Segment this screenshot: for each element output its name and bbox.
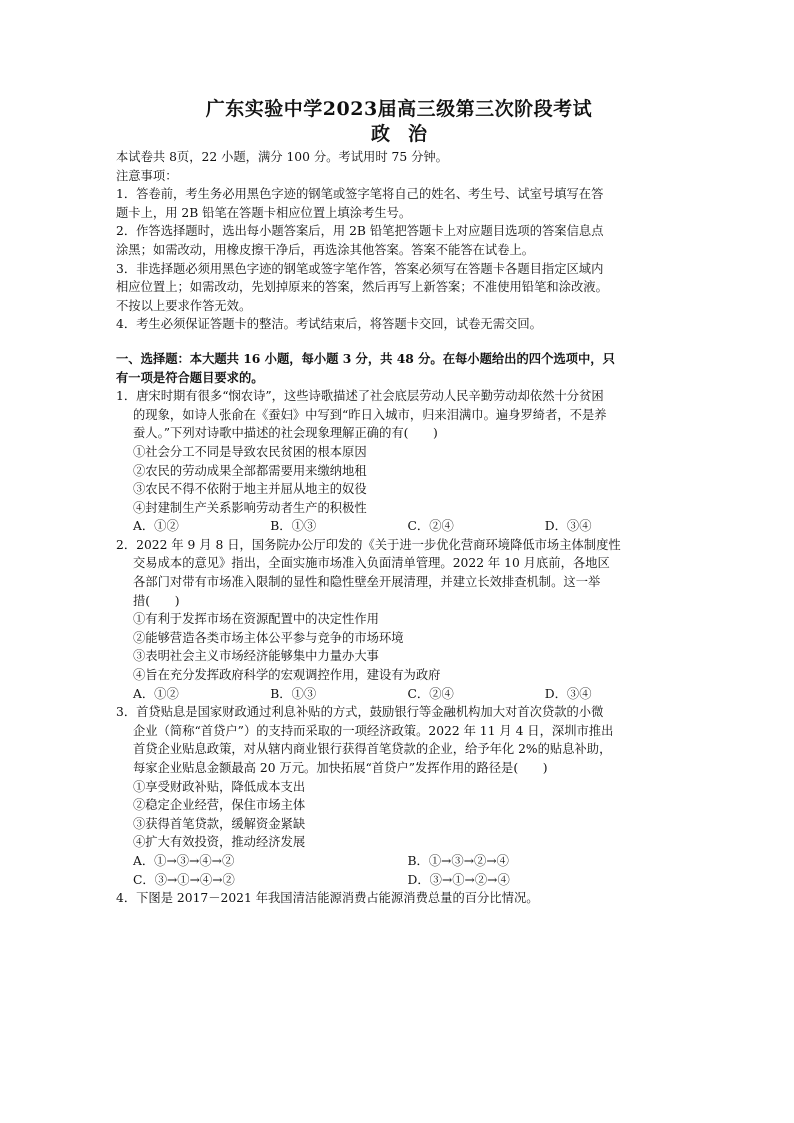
option-d: D．③④: [544, 686, 592, 701]
question-item: ①有利于发挥市场在资源配置中的决定性作用: [133, 612, 379, 627]
question-item: ②稳定企业经营，保住市场主体: [133, 798, 306, 813]
question-stem: 的现象，如诗人张俞在《蚕妇》中写到“昨日入城市，归来泪满巾。遍身罗绮者，不是养: [133, 407, 607, 422]
question-item: ②能够营造各类市场主体公平参与竞争的市场环境: [133, 630, 404, 645]
answer-options: [116, 685, 682, 704]
notice-line: 不按以上要求作答无效。: [116, 298, 252, 313]
question-stem: 2．2022 年 9 月 8 日，国务院办公厅印发的《关于进一步优化营商环境降低市场主体制度性: [116, 537, 621, 552]
notice-heading: 注意事项：: [116, 168, 178, 183]
option-a: A．①②: [133, 519, 179, 534]
notice-line: 2．作答选择题时，选出每小题答案后，用 2B 铅笔把答题卡上对应题目选项的答案信息点: [116, 224, 604, 239]
question-4: [116, 889, 682, 908]
notice-line: 1．答卷前，考生务必用黑色字迹的钢笔或签字笔将自己的姓名、考生号、试室号填写在答: [116, 187, 604, 202]
notice-line: 涂黑；如需改动，用橡皮擦干净后，再选涂其他答案。答案不能答在试卷上。: [116, 242, 535, 257]
notice-line: 题卡上，用 2B 铅笔在答题卡相应位置上填涂考生号。: [116, 205, 412, 220]
question-stem: 措( ): [133, 593, 180, 608]
answer-options: [116, 852, 682, 871]
notice-4: [116, 315, 682, 334]
question-stem: 企业（简称“首贷户”）的支持而采取的一项经济政策。2022 年 11 月 4 日，深圳市推出: [133, 723, 614, 738]
notice-3: [116, 260, 682, 316]
option-b: B．①③: [270, 519, 317, 534]
exam-title: 广东实验中学2023届高三级第三次阶段考试: [205, 98, 593, 120]
option-c: C．②④: [407, 686, 454, 701]
question-item: ④旨在充分发挥政府科学的宏观调控作用，建设有为政府: [133, 668, 441, 683]
exam-summary: 本试卷共 8页，22 小题，满分 100 分。考试用时 75 分钟。: [116, 150, 448, 164]
exam-subject: 政治: [370, 123, 445, 145]
question-item: ②农民的劳动成果全部都需要用来缴纳地租: [133, 463, 367, 478]
question-stem: 每家企业贴息金额最高 20 万元。加快拓展“首贷户”发挥作用的路径是( ): [133, 761, 548, 775]
section-heading: 一、选择题：本大题共 16 小题，每小题 3 分，共 48 分。在每小题给出的四个选项中，只: [116, 350, 615, 366]
question-item: ④封建制生产关系影响劳动者生产的积极性: [133, 500, 367, 515]
question-item: ③表明社会主义市场经济能够集中力量办大事: [133, 649, 379, 664]
question-item: ①社会分工不同是导致农民贫困的根本原因: [133, 444, 367, 459]
question-item: ③农民不得不依附于地主并屈从地主的奴役: [133, 482, 367, 497]
option-c: C．③→①→④→②: [133, 872, 235, 887]
question-item: ④扩大有效投资，推动经济发展: [133, 835, 306, 850]
notice-line: 3．非选择题必须用黑色字迹的钢笔或签字笔作答，答案必须写在答题卡各题目指定区域内: [116, 261, 604, 276]
question-stem: 3．首贷贴息是国家财政通过利息补贴的方式，鼓励银行等金融机构加大对首次贷款的小微: [116, 705, 604, 720]
question-stem: 4．下图是 2017－2021 年我国清洁能源消费占能源消费总量的百分比情况。: [116, 891, 539, 906]
question-3: [116, 703, 682, 889]
option-d: D．③→①→②→④: [407, 872, 510, 887]
option-a: A．①→③→④→②: [133, 853, 235, 868]
question-2: [116, 536, 682, 703]
answer-options: [116, 517, 682, 536]
notice-line: 4．考生必须保证答题卡的整洁。考试结束后，将答题卡交回，试卷无需交回。: [116, 317, 542, 332]
question-stem: 1．唐宋时期有很多“悯农诗”，这些诗歌描述了社会底层劳动人民辛勤劳动却依然十分贫困: [116, 389, 604, 404]
question-item: ①享受财政补贴，降低成本支出: [133, 779, 306, 794]
question-item: ③获得首笔贷款，缓解资金紧缺: [133, 816, 306, 831]
option-a: A．①②: [133, 686, 179, 701]
question-stem: 蚕人。”下列对诗歌中描述的社会现象理解正确的有( ): [133, 426, 438, 441]
option-c: C．②④: [407, 519, 454, 534]
question-stem: 交易成本的意见》指出，全面实施市场准入负面清单管理。2022 年 10 月底前，各地区: [133, 556, 610, 571]
section-heading: 有一项是符合题目要求的。: [116, 369, 264, 385]
notice-2: [116, 222, 682, 259]
option-b: B．①③: [270, 686, 317, 701]
option-d: D．③④: [544, 519, 592, 534]
notice-line: 相应位置上；如需改动，先划掉原来的答案，然后再写上新答案；不准使用铅笔和涂改液。: [116, 280, 608, 295]
question-stem: 首贷企业贴息政策，对从辖内商业银行获得首笔贷款的企业，给予年化 2%的贴息补助，: [133, 742, 612, 757]
notice-1: [116, 185, 682, 222]
question-stem: 各部门对带有市场准入限制的显性和隐性壁垒开展清理，并建立长效排查机制。这一举: [133, 575, 601, 590]
answer-options: [116, 871, 682, 890]
question-1: [116, 387, 682, 536]
option-b: B．①→③→②→④: [407, 853, 509, 868]
exam-page: [116, 96, 682, 908]
